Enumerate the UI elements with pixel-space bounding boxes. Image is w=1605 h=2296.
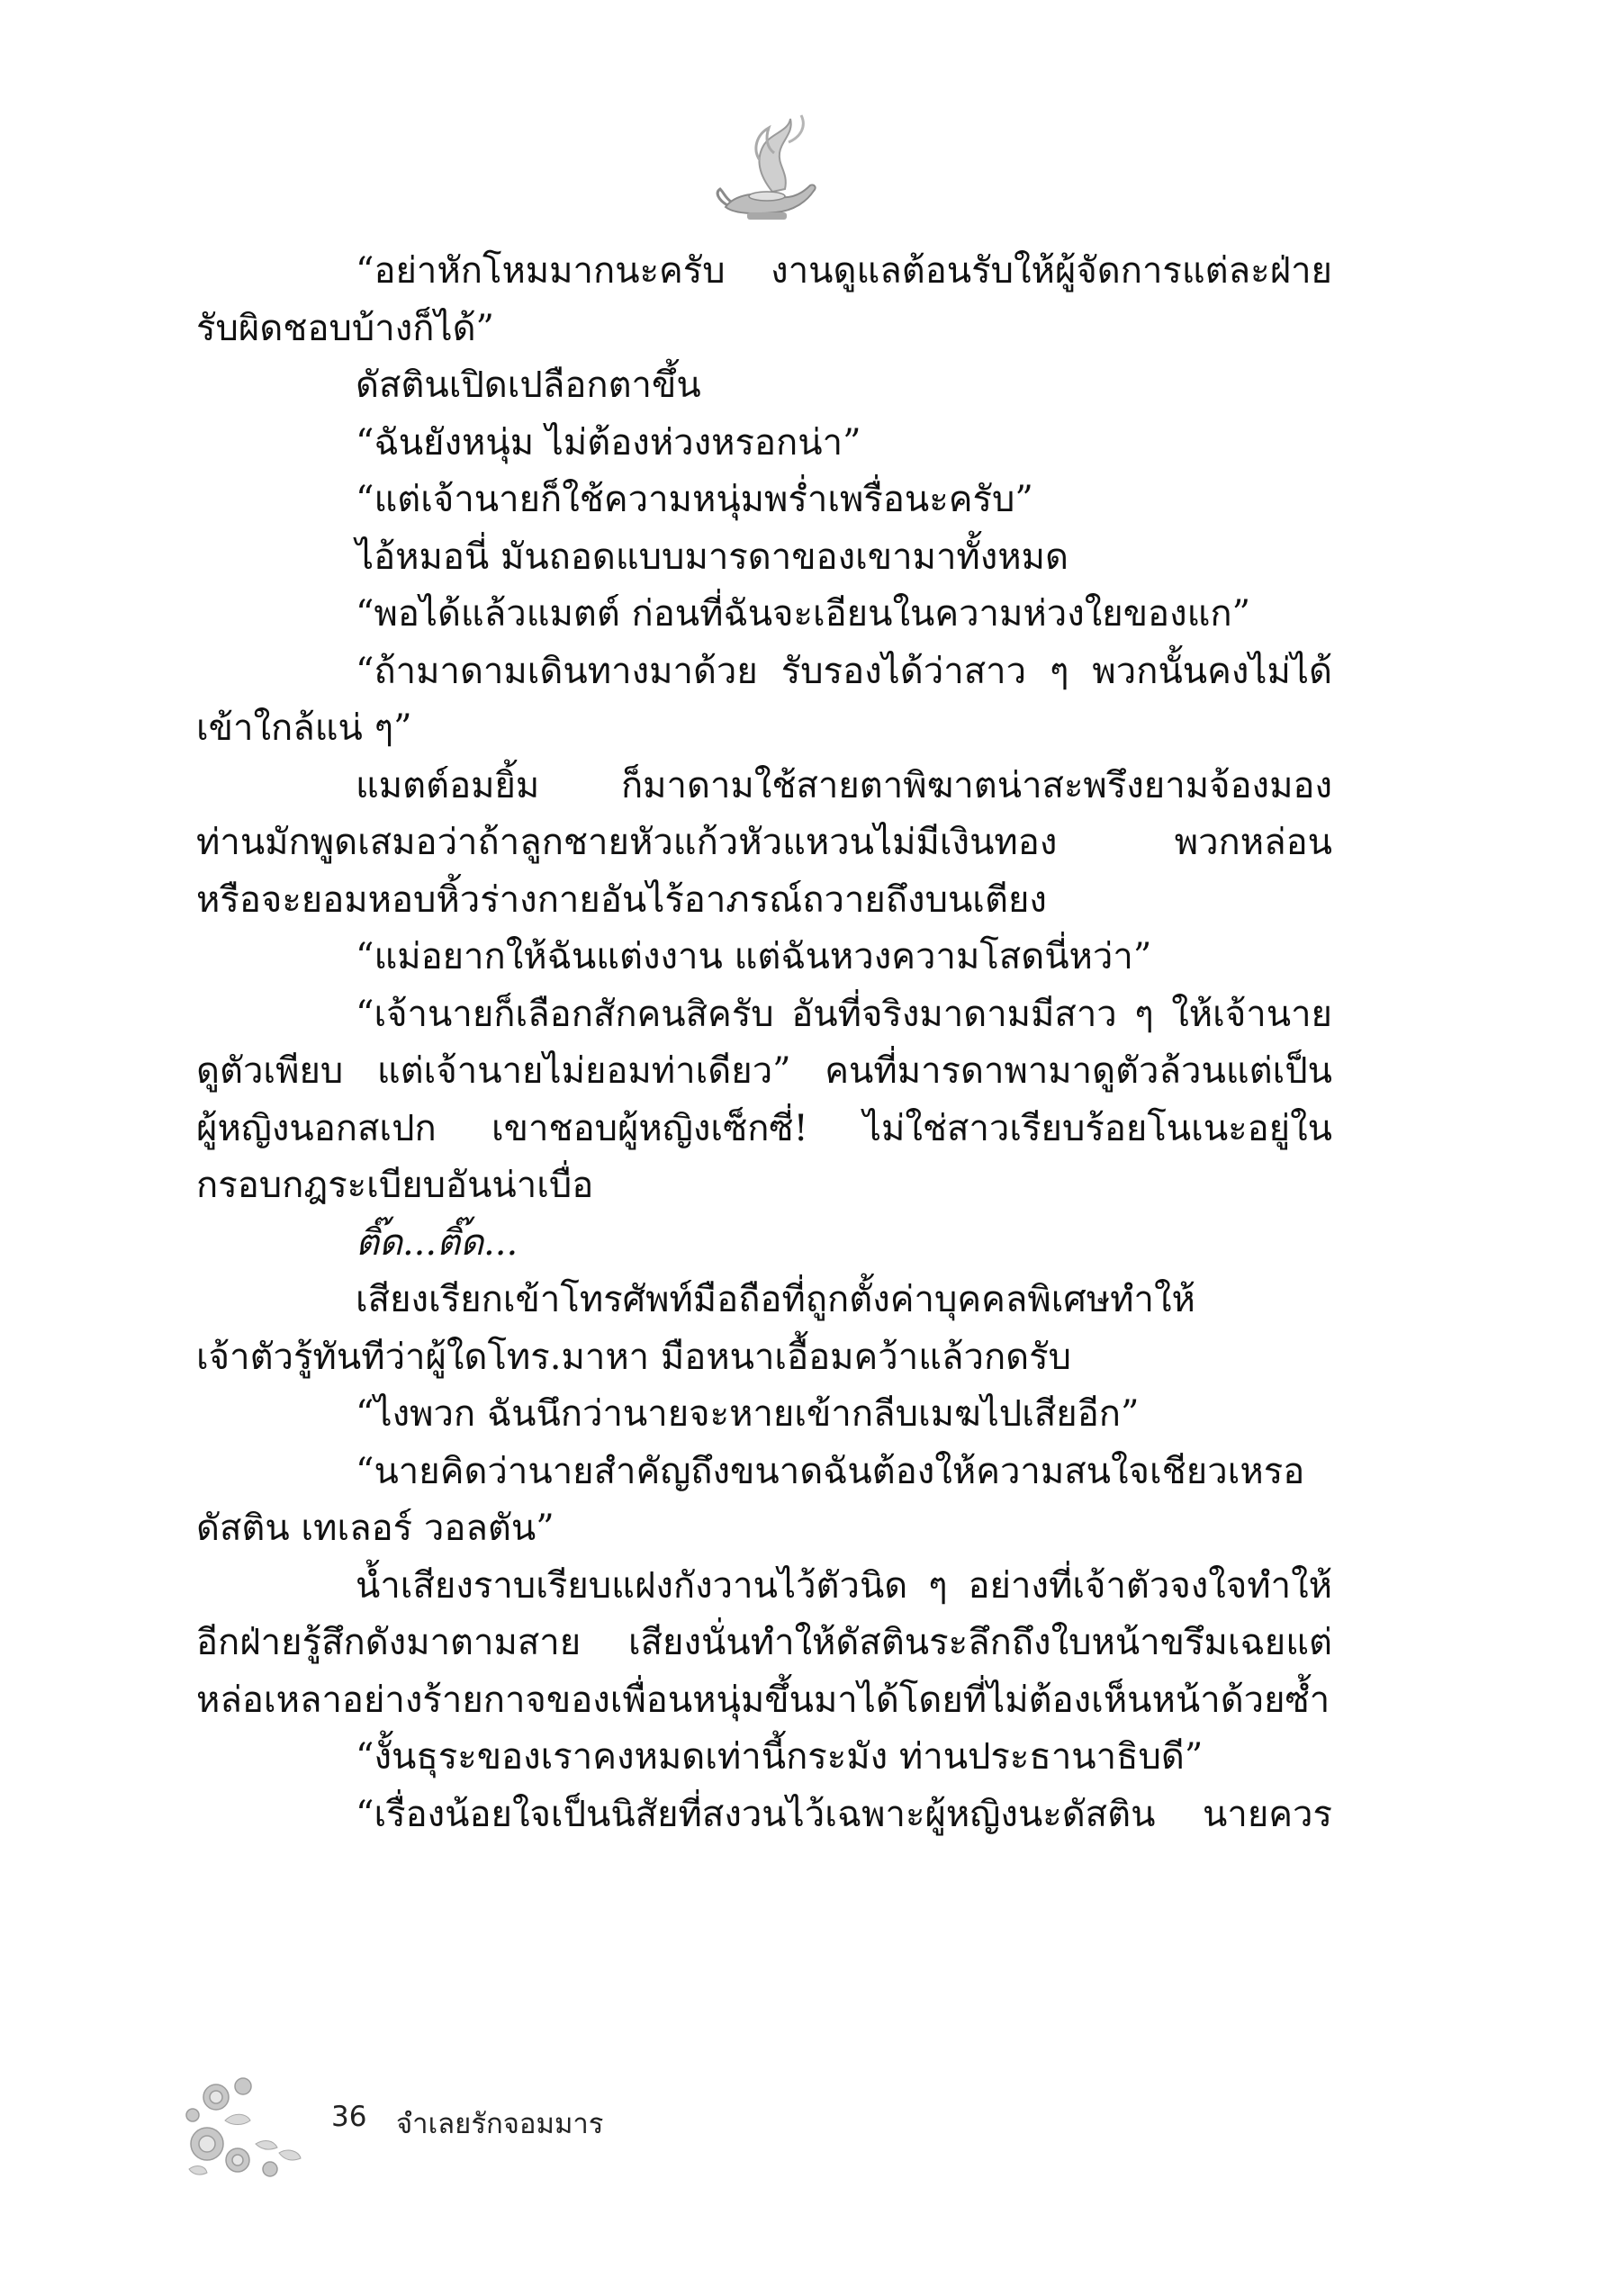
text-line: ผู้หญิงนอกสเปก เขาชอบผู้หญิงเซ็กซี่! ไม่ใช่สาวเรียบร้อยโนเนะอยู่ใน <box>196 1107 1332 1149</box>
text-line: “นายคิดว่านายสำคัญถึงขนาดฉันต้องให้ความสนใจเชียวเหรอ <box>356 1450 1305 1492</box>
text-line: เจ้าตัวรู้ทันทีว่าผู้ใดโทร.มาหา มือหนาเอื้อมคว้าแล้วกดรับ <box>196 1336 1072 1378</box>
text-line: ดูตัวเพียบ แต่เจ้านายไม่ยอมท่าเดียว” คนที่มารดาพามาดูตัวล้วนแต่เป็น <box>196 1050 1332 1092</box>
text-line: “แต่เจ้านายก็ใช้ความหนุ่มพร่ำเพรื่อนะครับ” <box>356 479 1033 520</box>
text-line: ดัสตินเปิดเปลือกตาขึ้น <box>356 365 701 406</box>
text-line: “เรื่องน้อยใจเป็นนิสัยที่สงวนไว้เฉพาะผู้หญิงนะดัสติน นายควร <box>356 1793 1332 1835</box>
page-number: 36 <box>331 2101 367 2133</box>
rose-flowers-icon <box>180 2061 333 2187</box>
text-line: “งั้นธุระของเราคงหมดเท่านี้กระมัง ท่านประธานาธิบดี” <box>356 1736 1204 1778</box>
text-line: อีกฝ่ายรู้สึกดังมาตามสาย เสียงนั่นทำให้ดัสตินระลึกถึงใบหน้าขรึมเฉยแต่ <box>196 1622 1332 1663</box>
text-line: ดัสติน เทเลอร์ วอลตัน” <box>196 1508 555 1549</box>
text-line: เข้าใกล้แน่ ๆ” <box>196 707 412 749</box>
text-line: กรอบกฎระเบียบอันน่าเบื่อ <box>196 1165 594 1206</box>
text-line: หล่อเหลาอย่างร้ายกาจของเพื่อนหนุ่มขึ้นมาได้โดยที่ไม่ต้องเห็นหน้าด้วยซ้ำ <box>196 1679 1330 1721</box>
text-line: ไอ้หมอนี่ มันถอดแบบมารดาของเขามาทั้งหมด <box>356 536 1069 578</box>
text-line: แมตต์อมยิ้ม ก็มาดามใช้สายตาพิฆาตน่าสะพรึงยามจ้องมอง <box>356 764 1332 806</box>
text-line: น้ำเสียงราบเรียบแฝงกังวานไว้ตัวนิด ๆ อย่างที่เจ้าตัวจงใจทำให้ <box>356 1564 1332 1607</box>
text-line: หรือจะยอมหอบหิ้วร่างกายอันไร้อาภรณ์ถวายถึงบนเตียง <box>196 878 1047 921</box>
text-line: “เจ้านายก็เลือกสักคนสิครับ อันที่จริงมาดามมีสาว ๆ ให้เจ้านาย <box>356 993 1332 1035</box>
text-line: “ถ้ามาดามเดินทางมาด้วย รับรองได้ว่าสาว ๆ พวกนั้นคงไม่ได้ <box>356 650 1332 692</box>
book-title: จำเลยรักจอมมาร <box>396 2108 604 2140</box>
text-line: ท่านมักพูดเสมอว่าถ้าลูกชายหัวแก้วหัวแหวนไม่มีเงินทอง พวกหล่อน <box>196 822 1332 863</box>
genie-lamp-icon <box>708 106 825 228</box>
text-line: ติ๊ด...ติ๊ด... <box>356 1221 518 1264</box>
text-line: “พอได้แล้วแมตต์ ก่อนที่ฉันจะเอียนในความห่วงใยของแก” <box>356 593 1251 635</box>
text-line: “แม่อยากให้ฉันแต่งงาน แต่ฉันหวงความโสดนี่หว่า” <box>356 936 1152 977</box>
text-line: “ไงพวก ฉันนึกว่านายจะหายเข้ากลีบเมฆไปเสียอีก” <box>356 1393 1140 1435</box>
text-line: เสียงเรียกเข้าโทรศัพท์มือถือที่ถูกตั้งค่าบุคคลพิเศษทำให้ <box>356 1279 1195 1320</box>
text-line: รับผิดชอบบ้างก็ได้” <box>196 307 494 349</box>
page-footer <box>180 2061 648 2187</box>
text-line: “ฉันยังหนุ่ม ไม่ต้องห่วงหรอกน่า” <box>356 421 861 464</box>
text-line: “อย่าหักโหมมากนะครับ งานดูแลต้อนรับให้ผู้จัดการแต่ละฝ่าย <box>356 250 1332 292</box>
body-text <box>196 243 1332 1843</box>
